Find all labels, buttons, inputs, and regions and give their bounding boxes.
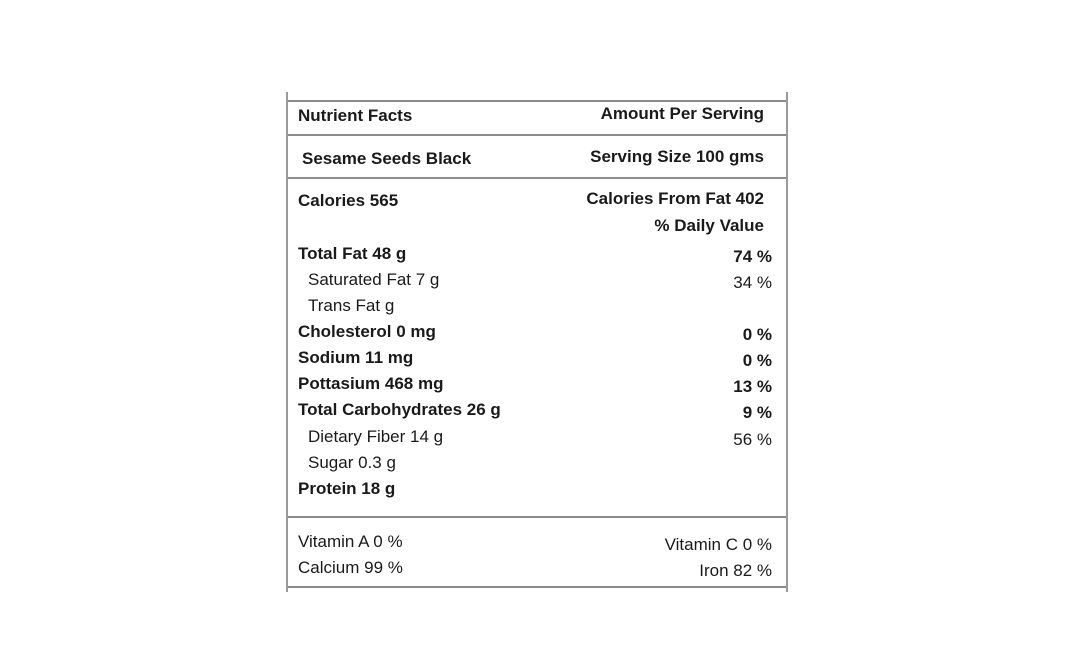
vitamin-a: Vitamin A 0 % [298, 532, 403, 551]
vitamins-rule [288, 516, 786, 518]
product-rule [288, 177, 786, 179]
vitamin-c: Vitamin C 0 % [664, 535, 772, 554]
calories-from-fat: Calories From Fat 402 [586, 189, 764, 208]
nutrient-potassium-dv: 13 % [733, 377, 772, 396]
nutrient-total-fat-dv: 74 % [733, 247, 772, 266]
header-rule [288, 134, 786, 136]
nutrient-sodium-label: Sodium 11 mg [298, 348, 414, 367]
calories: Calories 565 [298, 191, 399, 210]
nutrient-dietary-fiber-label: Dietary Fiber 14 g [308, 427, 444, 446]
nutrient-dietary-fiber-dv: 56 % [733, 430, 772, 449]
serving-size: Serving Size 100 gms [590, 147, 764, 166]
nutrient-cholesterol-dv: 0 % [742, 325, 772, 344]
nutrient-total-fat-label: Total Fat 48 g [298, 244, 407, 263]
label-title: Nutrient Facts [298, 106, 413, 125]
nutrient-sugar-label: Sugar 0.3 g [308, 453, 396, 472]
nutrient-cholesterol-label: Cholesterol 0 mg [298, 322, 436, 341]
bottom-rule [288, 586, 786, 588]
nutrient-potassium-label: Pottasium 468 mg [298, 374, 444, 393]
iron: Iron 82 % [699, 561, 772, 580]
nutrition-label [286, 92, 788, 592]
amount-per-serving: Amount Per Serving [600, 104, 764, 123]
product-name: Sesame Seeds Black [302, 149, 472, 168]
nutrient-carbohydrates-dv: 9 % [742, 403, 772, 422]
nutrient-protein-label: Protein 18 g [298, 479, 396, 498]
nutrient-saturated-fat-label: Saturated Fat 7 g [308, 270, 440, 289]
top-rule [288, 100, 786, 102]
nutrient-saturated-fat-dv: 34 % [733, 273, 772, 292]
nutrient-carbohydrates-label: Total Carbohydrates 26 g [298, 400, 501, 419]
daily-value-heading: % Daily Value [654, 216, 764, 235]
nutrient-trans-fat-label: Trans Fat g [308, 296, 395, 315]
calcium: Calcium 99 % [298, 558, 403, 577]
nutrient-sodium-dv: 0 % [742, 351, 772, 370]
